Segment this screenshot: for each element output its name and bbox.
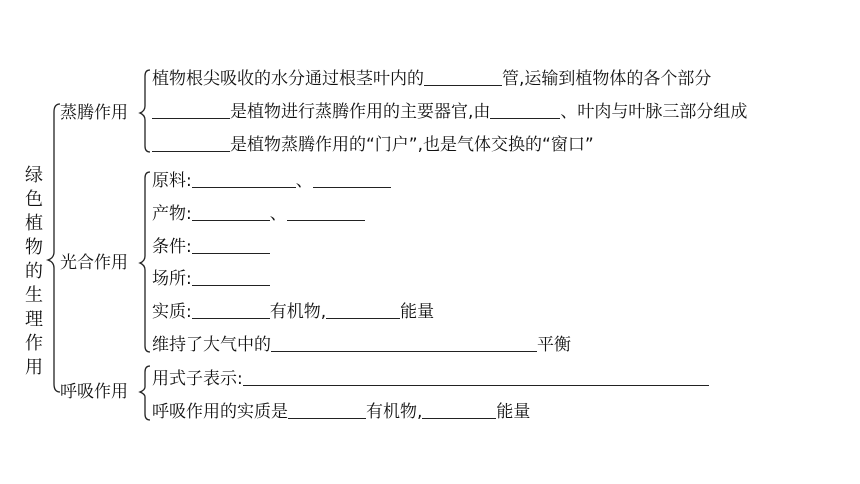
blank-product-1[interactable] bbox=[192, 204, 270, 221]
transpiration-line-2-text: 是植物进行蒸腾作用的主要器官,由 bbox=[230, 102, 491, 122]
blank-stomata[interactable] bbox=[152, 135, 230, 152]
blank-product-2[interactable] bbox=[287, 204, 365, 221]
maintain-text: 维持了大气中的 bbox=[152, 335, 271, 355]
photosynthesis-label: 光合作用 bbox=[60, 253, 128, 273]
raw-materials-label: 原料: bbox=[152, 171, 192, 191]
site-row bbox=[152, 268, 270, 290]
blank-formula[interactable] bbox=[243, 369, 709, 386]
respiration-essence-row bbox=[152, 401, 530, 423]
site-label: 场所: bbox=[152, 269, 192, 289]
blank-resp-organic[interactable] bbox=[288, 402, 366, 419]
transpiration-line-1-tail: 管,运输到植物体的各个部分 bbox=[502, 69, 712, 89]
transpiration-line-2 bbox=[152, 101, 747, 123]
blank-raw-2[interactable] bbox=[313, 171, 391, 188]
product-sep: 、 bbox=[269, 204, 287, 224]
essence-mid: 有机物, bbox=[269, 302, 327, 322]
respiration-essence-tail: 能量 bbox=[496, 402, 531, 422]
transpiration-line-3-text: 是植物蒸腾作用的“门户”,也是气体交换的“窗口” bbox=[230, 135, 594, 155]
blank-carbon-oxygen[interactable] bbox=[271, 335, 537, 352]
products-row bbox=[152, 203, 365, 225]
transpiration-line-1 bbox=[152, 68, 711, 90]
essence-label: 实质: bbox=[152, 302, 192, 322]
condition-label: 条件: bbox=[152, 237, 192, 257]
formula-label: 用式子表示: bbox=[152, 369, 243, 389]
transpiration-line-2-tail: 、叶肉与叶脉三部分组成 bbox=[560, 102, 748, 122]
blank-site[interactable] bbox=[192, 269, 270, 286]
blank-vessel[interactable] bbox=[424, 69, 502, 86]
transpiration-line-3 bbox=[152, 134, 594, 156]
respiration-essence-text: 呼吸作用的实质是 bbox=[152, 402, 288, 422]
raw-sep: 、 bbox=[295, 171, 313, 191]
blank-epidermis[interactable] bbox=[490, 102, 560, 119]
blank-resp-energy[interactable] bbox=[422, 402, 496, 419]
essence-tail: 能量 bbox=[400, 302, 435, 322]
condition-row bbox=[152, 236, 270, 258]
formula-row bbox=[152, 368, 709, 390]
transpiration-label: 蒸腾作用 bbox=[60, 103, 128, 123]
root-label: 绿色植物的生理作用 bbox=[25, 165, 43, 378]
respiration-label: 呼吸作用 bbox=[60, 382, 128, 402]
blank-essence-organic[interactable] bbox=[192, 302, 270, 319]
maintain-row bbox=[152, 334, 571, 356]
blank-main-organ[interactable] bbox=[152, 102, 230, 119]
maintain-tail: 平衡 bbox=[537, 335, 571, 355]
blank-essence-energy[interactable] bbox=[326, 302, 400, 319]
respiration-essence-mid: 有机物, bbox=[366, 402, 423, 422]
products-label: 产物: bbox=[152, 204, 192, 224]
transpiration-line-1-text: 植物根尖吸收的水分通过根茎叶内的 bbox=[152, 69, 424, 89]
blank-raw-1[interactable] bbox=[192, 171, 296, 188]
essence-row bbox=[152, 301, 434, 323]
raw-materials-row bbox=[152, 170, 391, 192]
blank-condition[interactable] bbox=[192, 237, 270, 254]
